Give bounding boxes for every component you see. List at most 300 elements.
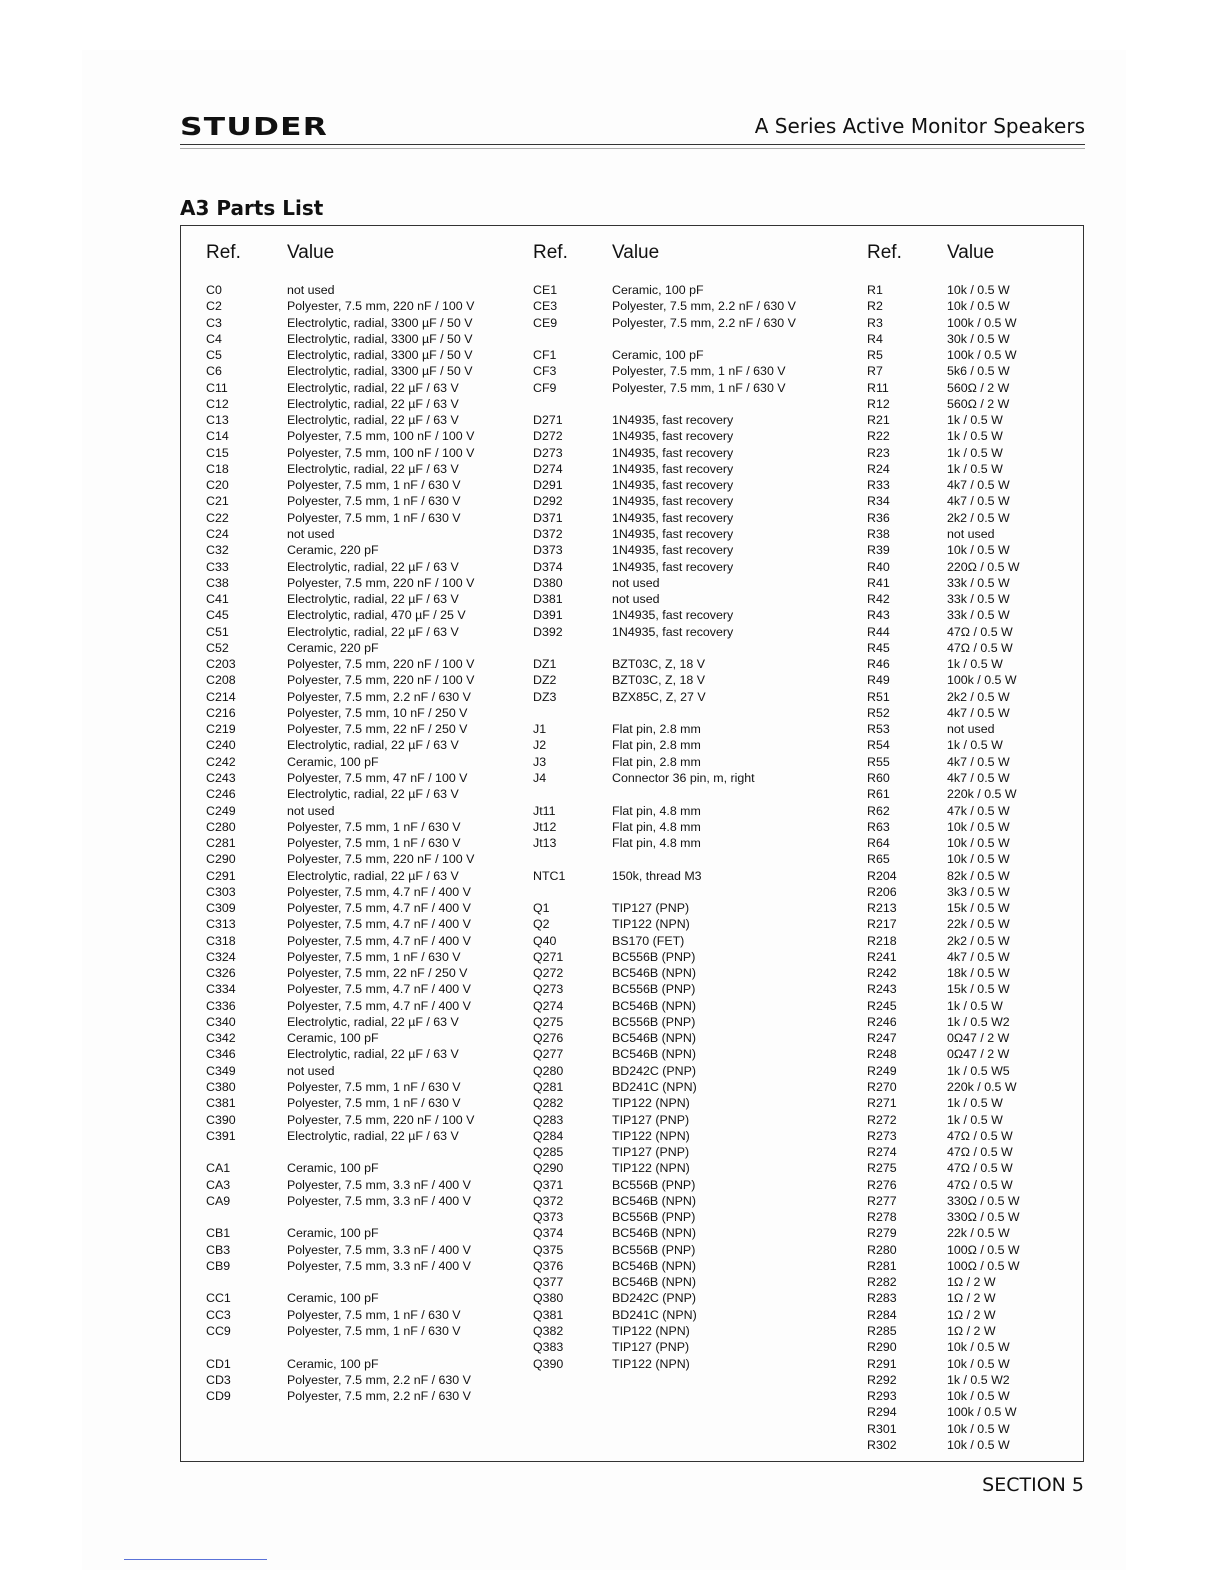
table-row <box>206 282 527 298</box>
part-ref: R271 <box>867 1096 897 1111</box>
part-value: 33k / 0.5 W <box>947 592 1010 607</box>
table-row <box>533 315 862 331</box>
table-row <box>867 575 1077 591</box>
table-row <box>533 737 862 753</box>
table-row <box>533 445 862 461</box>
column-header <box>206 242 527 274</box>
table-row <box>206 916 527 932</box>
table-row <box>533 526 862 542</box>
table-row <box>206 428 527 444</box>
part-value: BC546B (NPN) <box>612 1193 697 1208</box>
part-value: Electrolytic, radial, 22 µF / 63 V <box>287 380 459 395</box>
table-row <box>867 1046 1077 1062</box>
part-value: Electrolytic, radial, 22 µF / 63 V <box>287 1014 459 1029</box>
part-value: Connector 36 pin, m, right <box>612 770 755 785</box>
part-ref: R33 <box>867 478 890 493</box>
table-row <box>206 412 527 428</box>
part-value: TIP122 (NPN) <box>612 1324 690 1338</box>
part-ref: C38 <box>206 575 229 590</box>
part-ref: C390 <box>206 1112 236 1127</box>
part-value: not used <box>287 1063 335 1078</box>
value-header: Value <box>612 242 660 263</box>
part-value: Ceramic, 100 pF <box>287 1161 379 1176</box>
part-ref: R247 <box>867 1031 897 1046</box>
part-value <box>287 1209 527 1225</box>
part-ref: R1 <box>867 283 883 297</box>
part-value: Ceramic, 100 pF <box>287 754 379 769</box>
table-row <box>867 1063 1077 1079</box>
part-ref: Q284 <box>533 1128 564 1143</box>
part-ref: D272 <box>533 429 563 444</box>
part-ref: R23 <box>867 445 890 460</box>
table-row <box>206 477 527 493</box>
table-row <box>867 916 1077 932</box>
part-value: Polyester, 7.5 mm, 10 nF / 250 V <box>287 705 468 720</box>
table-row <box>533 1128 862 1144</box>
part-value: Polyester, 7.5 mm, 220 nF / 100 V <box>287 673 475 688</box>
part-value: Polyester, 7.5 mm, 100 nF / 100 V <box>287 429 475 444</box>
part-ref: C15 <box>206 445 229 460</box>
table-row <box>533 933 862 949</box>
parts-column-2 <box>533 242 862 1372</box>
table-row <box>206 461 527 477</box>
part-value: 1N4935, fast recovery <box>612 559 734 574</box>
part-ref: C5 <box>206 348 222 363</box>
part-value: Polyester, 7.5 mm, 1 nF / 630 V <box>287 1096 461 1111</box>
part-value: Electrolytic, radial, 3300 µF / 50 V <box>287 348 473 363</box>
table-row <box>206 1030 527 1046</box>
part-value: BC546B (NPN) <box>612 1047 697 1062</box>
part-ref: C246 <box>206 787 236 802</box>
table-row <box>206 510 527 526</box>
table-row <box>533 347 862 363</box>
part-ref: Q274 <box>533 998 564 1013</box>
part-value: 1N4935, fast recovery <box>612 510 734 525</box>
table-row <box>206 770 527 786</box>
part-value: Polyester, 7.5 mm, 1 nF / 630 V <box>287 819 461 834</box>
table-row <box>867 380 1077 396</box>
table-row <box>867 1177 1077 1193</box>
part-ref: R64 <box>867 836 890 851</box>
part-value: Polyester, 7.5 mm, 2.2 nF / 630 V <box>287 1389 471 1404</box>
part-ref: R61 <box>867 787 890 802</box>
table-row <box>533 1274 862 1290</box>
part-value: TIP127 (PNP) <box>612 901 690 916</box>
part-ref: Q290 <box>533 1161 564 1176</box>
part-ref: C13 <box>206 413 229 428</box>
part-ref: R301 <box>867 1421 897 1436</box>
part-ref: J4 <box>533 770 547 785</box>
table-row <box>206 851 527 867</box>
part-value: 47Ω / 0.5 W <box>947 1128 1013 1143</box>
part-ref: C52 <box>206 640 229 655</box>
part-value: 0Ω47 / 2 W <box>947 1031 1010 1046</box>
table-row <box>867 998 1077 1014</box>
part-ref: R11 <box>867 380 889 395</box>
part-ref: R36 <box>867 510 890 525</box>
table-row <box>206 1046 527 1062</box>
table-row <box>867 396 1077 412</box>
part-ref: R275 <box>867 1161 897 1176</box>
part-ref: CA1 <box>206 1161 231 1176</box>
table-row <box>533 868 862 884</box>
part-value: 10k / 0.5 W <box>947 283 1010 297</box>
table-row <box>206 1356 527 1372</box>
table-row <box>867 1437 1077 1453</box>
part-value: Polyester, 7.5 mm, 220 nF / 100 V <box>287 575 475 590</box>
part-ref: Q380 <box>533 1291 564 1306</box>
table-row <box>206 1095 527 1111</box>
part-value: 1k / 0.5 W2 <box>947 1372 1010 1387</box>
part-ref: CA9 <box>206 1193 231 1208</box>
table-row <box>533 1209 862 1225</box>
part-value: 2k2 / 0.5 W <box>947 933 1010 948</box>
part-ref: J2 <box>533 738 547 753</box>
part-value: 1k / 0.5 W <box>947 1112 1003 1127</box>
table-row <box>533 1046 862 1062</box>
parts-rows <box>206 282 527 1404</box>
part-value: 100k / 0.5 W <box>947 673 1017 688</box>
part-value: 47Ω / 0.5 W <box>947 1177 1013 1192</box>
part-ref: C0 <box>206 283 222 297</box>
parts-rows <box>533 282 862 1372</box>
table-row <box>533 900 862 916</box>
part-value: 1N4935, fast recovery <box>612 608 734 623</box>
table-row <box>867 770 1077 786</box>
table-row <box>533 331 862 347</box>
part-ref: C51 <box>206 624 229 639</box>
table-row <box>867 1421 1077 1437</box>
table-row <box>533 965 862 981</box>
part-ref: Q40 <box>533 933 557 948</box>
part-ref <box>206 1339 287 1355</box>
table-row <box>206 445 527 461</box>
part-value: 1k / 0.5 W <box>947 445 1003 460</box>
part-value: 15k / 0.5 W <box>947 901 1010 916</box>
part-value: 10k / 0.5 W <box>947 1437 1010 1452</box>
part-ref: R62 <box>867 803 890 818</box>
table-row <box>206 575 527 591</box>
part-ref <box>533 786 612 802</box>
part-ref: R3 <box>867 315 883 330</box>
part-value: Ceramic, 100 pF <box>612 348 704 363</box>
part-ref: R4 <box>867 331 883 346</box>
part-value <box>612 640 862 656</box>
part-ref: R241 <box>867 949 897 964</box>
part-value <box>287 1274 527 1290</box>
part-ref: C32 <box>206 543 229 558</box>
table-row <box>867 1144 1077 1160</box>
table-row <box>533 493 862 509</box>
part-value <box>287 1339 527 1355</box>
ref-header: Ref. <box>867 242 902 263</box>
part-value: not used <box>287 283 335 297</box>
part-value: Polyester, 7.5 mm, 4.7 nF / 400 V <box>287 917 471 932</box>
part-value: 1Ω / 2 W <box>947 1324 996 1338</box>
part-ref: R34 <box>867 494 890 509</box>
part-value: Electrolytic, radial, 470 µF / 25 V <box>287 608 466 623</box>
part-value: 10k / 0.5 W <box>947 543 1010 558</box>
part-ref: R302 <box>867 1437 897 1452</box>
table-row <box>533 1193 862 1209</box>
part-ref: D292 <box>533 494 563 509</box>
part-value: Ceramic, 100 pF <box>287 1291 379 1306</box>
part-ref: R65 <box>867 852 890 867</box>
part-value: Ceramic, 100 pF <box>287 1226 379 1241</box>
table-row <box>206 331 527 347</box>
table-row <box>867 1307 1077 1323</box>
part-ref: C249 <box>206 803 236 818</box>
part-ref: CA3 <box>206 1177 231 1192</box>
part-ref <box>533 640 612 656</box>
table-row <box>206 998 527 1014</box>
table-row <box>533 461 862 477</box>
table-row <box>206 396 527 412</box>
part-value: BC556B (PNP) <box>612 1242 696 1257</box>
part-value: 10k / 0.5 W <box>947 1421 1010 1436</box>
part-ref: D391 <box>533 608 563 623</box>
part-value: 47Ω / 0.5 W <box>947 1161 1013 1176</box>
part-ref: R290 <box>867 1340 897 1355</box>
part-value: BC546B (NPN) <box>612 1031 697 1046</box>
part-ref: Q281 <box>533 1080 564 1095</box>
part-ref: R55 <box>867 754 890 769</box>
table-row <box>533 396 862 412</box>
table-row <box>533 754 862 770</box>
table-row <box>206 298 527 314</box>
table-row <box>867 1209 1077 1225</box>
part-ref <box>533 884 612 900</box>
part-value: BC556B (PNP) <box>612 1177 696 1192</box>
part-ref: R280 <box>867 1242 897 1257</box>
part-ref: D372 <box>533 526 563 541</box>
part-value: BC556B (PNP) <box>612 1210 696 1225</box>
part-ref: R7 <box>867 364 883 379</box>
parts-rows <box>867 282 1077 1453</box>
part-ref <box>533 331 612 347</box>
table-row <box>206 1144 527 1160</box>
table-row <box>533 949 862 965</box>
part-ref: CD3 <box>206 1372 231 1387</box>
part-ref: Q376 <box>533 1258 564 1273</box>
table-row <box>533 1095 862 1111</box>
part-ref: R249 <box>867 1063 897 1078</box>
table-row <box>533 1014 862 1030</box>
part-ref: Q373 <box>533 1210 564 1225</box>
part-value: 560Ω / 2 W <box>947 380 1010 395</box>
part-value: 1N4935, fast recovery <box>612 494 734 509</box>
part-ref: R38 <box>867 526 890 541</box>
part-value: 47Ω / 0.5 W <box>947 1145 1013 1160</box>
table-row <box>206 1160 527 1176</box>
part-ref: C340 <box>206 1014 236 1029</box>
table-row <box>533 1112 862 1128</box>
part-ref: R21 <box>867 413 890 428</box>
table-row <box>867 868 1077 884</box>
part-value: Polyester, 7.5 mm, 1 nF / 630 V <box>612 380 786 395</box>
part-ref <box>533 705 612 721</box>
part-value: 220k / 0.5 W <box>947 787 1017 802</box>
part-ref: R217 <box>867 917 897 932</box>
part-ref: R246 <box>867 1014 897 1029</box>
part-value: 4k7 / 0.5 W <box>947 949 1010 964</box>
table-row <box>867 1160 1077 1176</box>
part-value: 1N4935, fast recovery <box>612 445 734 460</box>
table-row <box>867 331 1077 347</box>
part-value: Polyester, 7.5 mm, 220 nF / 100 V <box>287 657 475 672</box>
table-row <box>533 640 862 656</box>
part-value <box>612 705 862 721</box>
part-ref: R42 <box>867 592 890 607</box>
part-value <box>612 331 862 347</box>
part-value: 150k, thread M3 <box>612 868 702 883</box>
part-value: 1k / 0.5 W <box>947 429 1003 444</box>
part-ref: C12 <box>206 396 229 411</box>
part-ref: R245 <box>867 998 897 1013</box>
part-ref: Q377 <box>533 1275 564 1290</box>
table-row <box>533 884 862 900</box>
table-row <box>533 1030 862 1046</box>
part-value: Ceramic, 220 pF <box>287 543 379 558</box>
table-row <box>533 851 862 867</box>
column-header <box>867 242 1077 274</box>
table-row <box>206 559 527 575</box>
part-ref: C18 <box>206 461 229 476</box>
table-row <box>533 981 862 997</box>
table-row <box>533 1307 862 1323</box>
part-ref: Jt11 <box>533 803 556 818</box>
part-value: 1N4935, fast recovery <box>612 413 734 428</box>
part-value: 1N4935, fast recovery <box>612 478 734 493</box>
table-row <box>867 1128 1077 1144</box>
table-row <box>867 1225 1077 1241</box>
part-value: 33k / 0.5 W <box>947 608 1010 623</box>
part-ref: CD9 <box>206 1389 231 1404</box>
part-value: BZX85C, Z, 27 V <box>612 689 706 704</box>
section-label: SECTION 5 <box>982 1474 1084 1496</box>
part-value: BD241C (NPN) <box>612 1080 697 1095</box>
part-value: BD242C (PNP) <box>612 1063 697 1078</box>
table-row <box>867 1323 1077 1339</box>
part-ref: Q381 <box>533 1307 564 1322</box>
part-ref: R284 <box>867 1307 897 1322</box>
part-value: 1N4935, fast recovery <box>612 429 734 444</box>
part-value: 18k / 0.5 W <box>947 966 1010 981</box>
part-value: 22k / 0.5 W <box>947 1226 1010 1241</box>
table-row <box>867 851 1077 867</box>
part-ref: R272 <box>867 1112 897 1127</box>
table-row <box>867 1356 1077 1372</box>
part-ref: J1 <box>533 722 547 737</box>
table-row <box>206 933 527 949</box>
part-ref: R270 <box>867 1080 897 1095</box>
table-row <box>533 1339 862 1355</box>
part-value: TIP122 (NPN) <box>612 1356 690 1371</box>
part-ref: D273 <box>533 445 563 460</box>
table-row <box>867 1030 1077 1046</box>
part-ref: Q372 <box>533 1193 564 1208</box>
part-value: not used <box>287 526 335 541</box>
part-ref: Q383 <box>533 1340 564 1355</box>
part-ref: C346 <box>206 1047 236 1062</box>
ref-header: Ref. <box>533 242 568 263</box>
part-ref: CC3 <box>206 1307 231 1322</box>
part-ref: DZ3 <box>533 689 557 704</box>
part-value: Polyester, 7.5 mm, 4.7 nF / 400 V <box>287 982 471 997</box>
table-row <box>533 559 862 575</box>
table-row <box>206 1177 527 1193</box>
part-ref: CF1 <box>533 348 557 363</box>
part-value: BD242C (PNP) <box>612 1291 697 1306</box>
part-ref: CD1 <box>206 1356 231 1371</box>
table-row <box>206 1014 527 1030</box>
table-row <box>867 607 1077 623</box>
part-ref: R243 <box>867 982 897 997</box>
table-row <box>206 981 527 997</box>
table-row <box>867 445 1077 461</box>
table-row <box>867 1290 1077 1306</box>
part-ref: R277 <box>867 1193 897 1208</box>
table-row <box>206 640 527 656</box>
part-ref: R248 <box>867 1047 897 1062</box>
part-ref: CE9 <box>533 315 558 330</box>
parts-column-1 <box>206 242 527 1404</box>
part-ref: C313 <box>206 917 236 932</box>
table-row <box>206 1112 527 1128</box>
part-value: 10k / 0.5 W <box>947 1389 1010 1404</box>
table-row <box>867 949 1077 965</box>
part-value: 1k / 0.5 W <box>947 657 1003 672</box>
table-row <box>533 672 862 688</box>
part-ref: C6 <box>206 364 222 379</box>
part-value: 100k / 0.5 W <box>947 315 1017 330</box>
part-ref: C219 <box>206 722 236 737</box>
part-ref: Q390 <box>533 1356 564 1371</box>
part-ref: R281 <box>867 1258 897 1273</box>
part-value <box>612 884 862 900</box>
part-ref: DZ2 <box>533 673 557 688</box>
part-value: BC546B (NPN) <box>612 1258 697 1273</box>
table-row <box>206 965 527 981</box>
part-ref: C21 <box>206 494 229 509</box>
table-row <box>206 1274 527 1290</box>
table-row <box>867 493 1077 509</box>
header-rule <box>180 144 1085 145</box>
part-value: 47Ω / 0.5 W <box>947 624 1013 639</box>
part-ref: C291 <box>206 868 236 883</box>
table-row <box>206 1339 527 1355</box>
part-ref: R5 <box>867 348 883 363</box>
part-ref: R49 <box>867 673 890 688</box>
table-row <box>533 298 862 314</box>
part-value: 4k7 / 0.5 W <box>947 478 1010 493</box>
table-row <box>206 868 527 884</box>
part-ref: C391 <box>206 1128 236 1143</box>
part-value: 1k / 0.5 W <box>947 998 1003 1013</box>
part-value: Polyester, 7.5 mm, 2.2 nF / 630 V <box>287 689 471 704</box>
part-ref: NTC1 <box>533 868 566 883</box>
part-ref: C208 <box>206 673 236 688</box>
part-ref: C318 <box>206 933 236 948</box>
part-ref: Q276 <box>533 1031 564 1046</box>
part-ref: R279 <box>867 1226 897 1241</box>
part-value: 10k / 0.5 W <box>947 852 1010 867</box>
part-value: 82k / 0.5 W <box>947 868 1010 883</box>
table-row <box>867 981 1077 997</box>
table-row <box>533 282 862 298</box>
table-row <box>867 933 1077 949</box>
table-row <box>867 1258 1077 1274</box>
